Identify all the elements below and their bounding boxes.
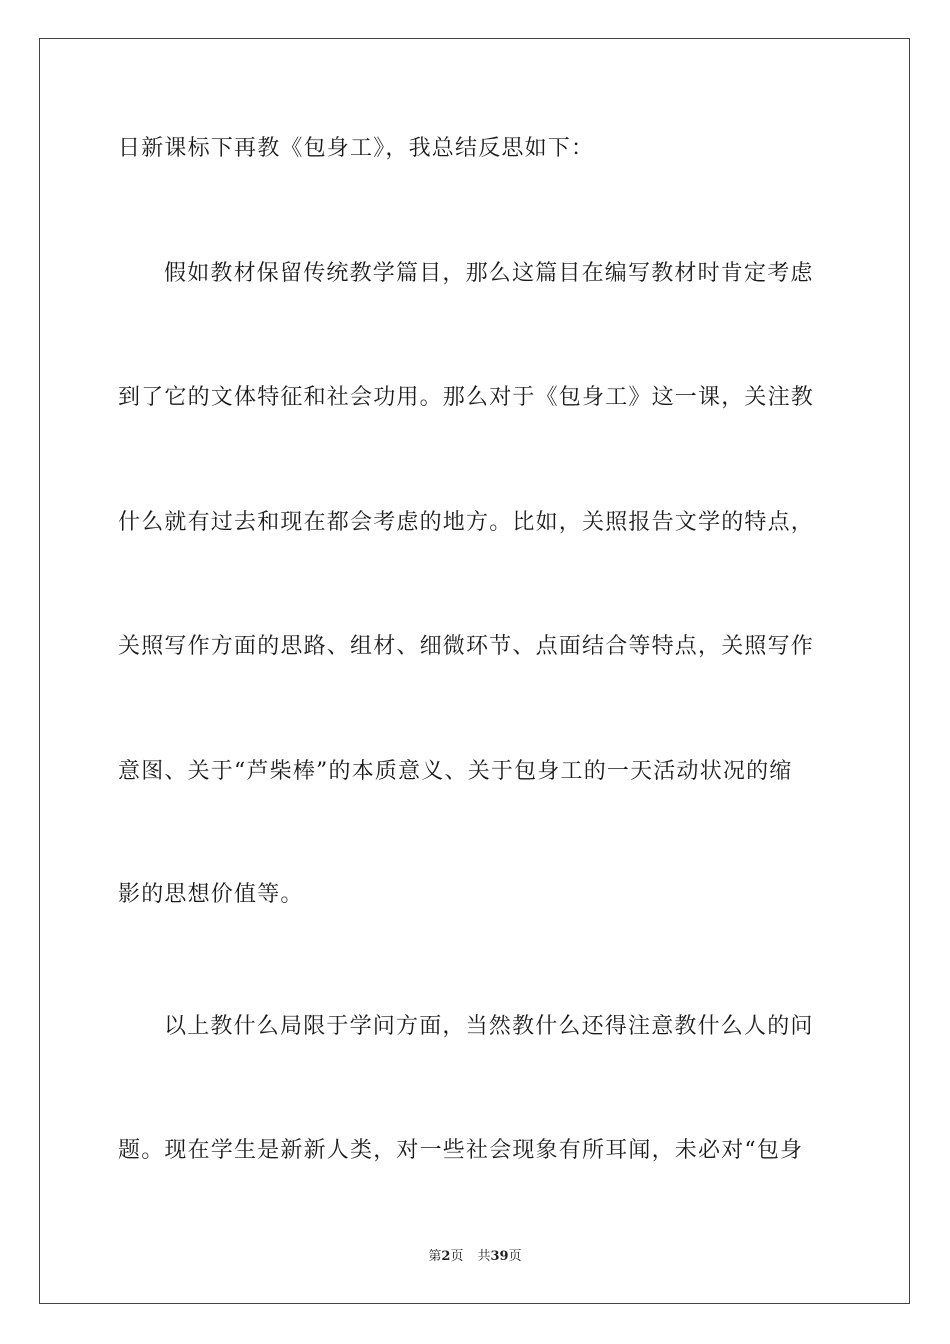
text-line: 日新课标下再教《包身工》，我总结反思如下： (118, 136, 595, 161)
text-line: 什么就有过去和现在都会考虑的地方。比如，关照报告文学的特点， (118, 510, 815, 535)
page-prefix: 第 (428, 1249, 442, 1264)
total-pages-number: 39 (490, 1249, 509, 1264)
text-line: 到了它的文体特征和社会功用。那么对于《包身工》这一课，关注教 (118, 385, 815, 410)
page-border (39, 38, 910, 1304)
total-prefix: 共 (477, 1249, 491, 1264)
page-footer (0, 1248, 950, 1266)
page-suffix: 页 (450, 1249, 464, 1264)
paragraph-start-line: 假如教材保留传统教学篇目，那么这篇目在编写教材时肯定考虑 (164, 261, 814, 286)
paragraph-start-line: 以上教什么局限于学问方面，当然教什么还得注意教什么人的问 (164, 1014, 814, 1039)
text-line: 意图、关于“芦柴棒”的本质意义、关于包身工的一天活动状况的缩 (118, 759, 793, 784)
current-page-number: 2 (441, 1249, 451, 1264)
total-suffix: 页 (508, 1249, 522, 1264)
text-line: 影的思想价值等。 (118, 882, 304, 907)
text-line: 题。现在学生是新新人类，对一些社会现象有所耳闻，未必对“包身 (118, 1138, 804, 1163)
text-line: 关照写作方面的思路、组材、细微环节、点面结合等特点，关照写作 (118, 634, 815, 659)
